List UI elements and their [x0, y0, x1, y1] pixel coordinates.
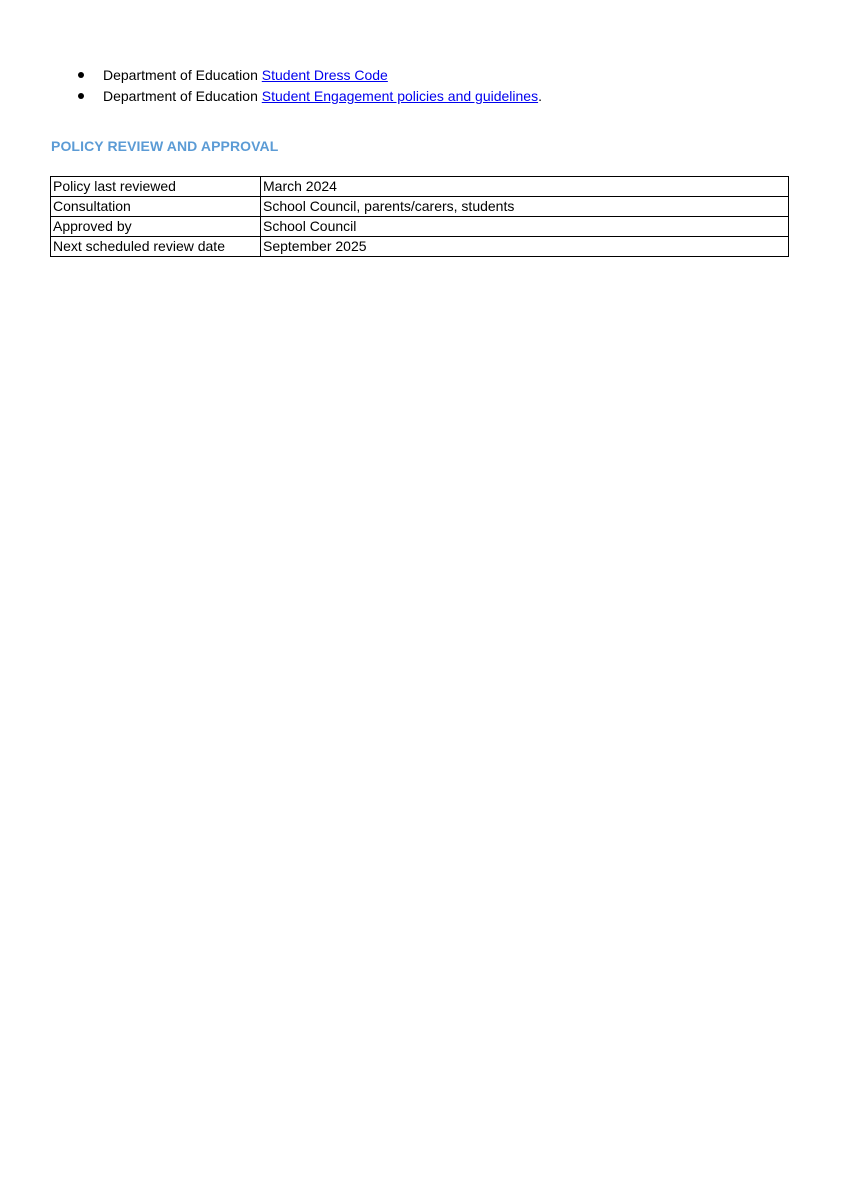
reference-suffix: .: [538, 88, 542, 104]
policy-review-table: [50, 176, 789, 257]
row-label: Next scheduled review date: [51, 237, 261, 257]
list-item: [78, 86, 542, 107]
student-dress-code-link[interactable]: Student Dress Code: [261, 67, 388, 83]
table-row: [51, 237, 789, 257]
bullet-icon: [78, 72, 84, 78]
table-row: [51, 197, 789, 217]
list-item: [78, 65, 542, 86]
table-row: [51, 177, 789, 197]
row-label: Policy last reviewed: [51, 177, 261, 197]
row-label: Consultation: [51, 197, 261, 217]
row-value: School Council, parents/carers, students: [261, 197, 789, 217]
section-heading: POLICY REVIEW AND APPROVAL: [51, 138, 279, 154]
row-value: September 2025: [261, 237, 789, 257]
row-label: Approved by: [51, 217, 261, 237]
row-value: March 2024: [261, 177, 789, 197]
row-value: School Council: [261, 217, 789, 237]
reference-prefix: Department of Education: [103, 67, 262, 83]
student-engagement-policies-link[interactable]: Student Engagement policies and guidelines: [261, 88, 539, 104]
table-row: [51, 217, 789, 237]
reference-list: [78, 65, 542, 107]
bullet-icon: [78, 93, 84, 99]
reference-prefix: Department of Education: [103, 88, 262, 104]
